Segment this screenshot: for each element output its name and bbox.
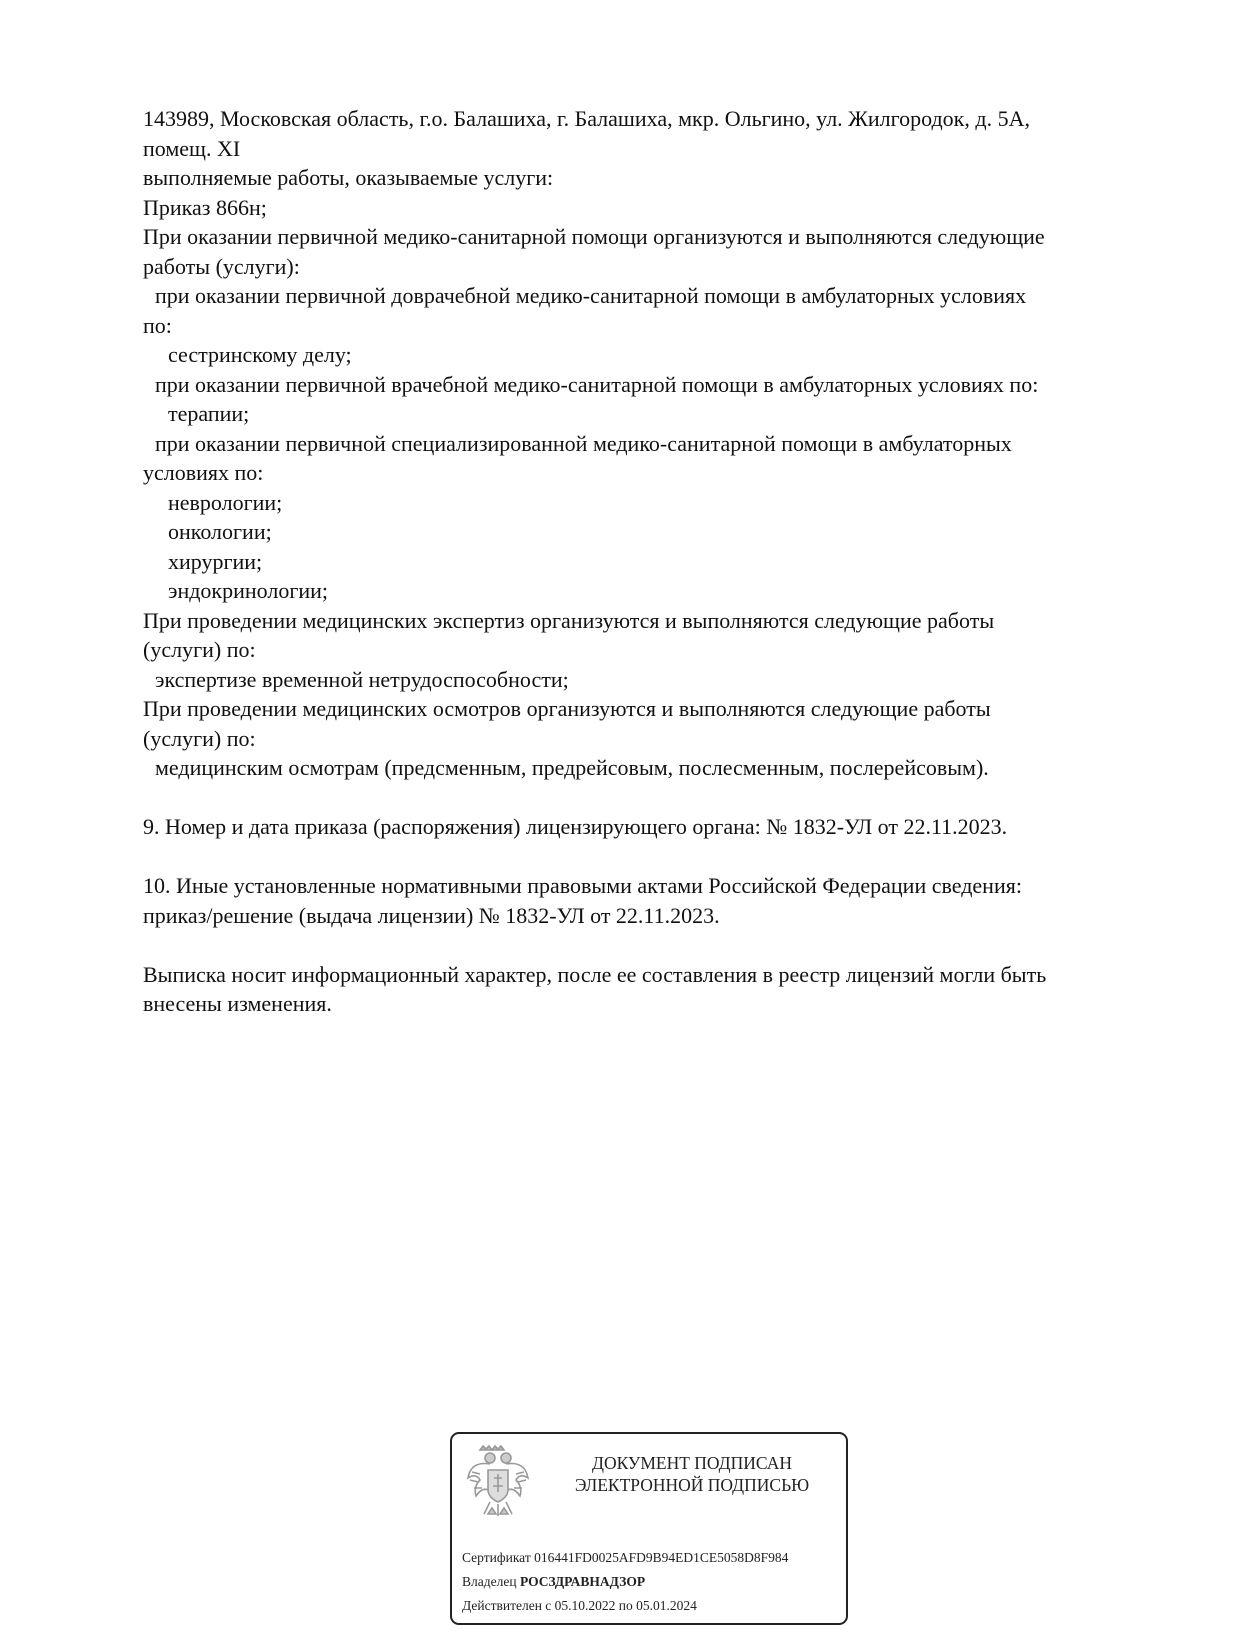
certificate-value: 016441FD0025AFD9B94ED1CE5058D8F984 (534, 1550, 789, 1565)
document-blank-line (143, 930, 1153, 960)
document-body (143, 104, 1153, 1019)
document-line: При проведении медицинских экспертиз организуются и выполняются следующие работы (143, 607, 995, 633)
document-line: При проведении медицинских осмотров организуются и выполняются следующие работы (143, 696, 991, 721)
stamp-details (462, 1546, 788, 1618)
electronic-signature-stamp (450, 1432, 848, 1625)
document-line: приказ/решение (выдача лицензии) № 1832-УЛ от 22.11.2023. (143, 902, 720, 928)
document-line: помещ. XI (143, 135, 241, 161)
document-line: эндокринологии; (168, 578, 329, 603)
document-line: хирургии; (168, 548, 263, 574)
document-line: 143989, Московская область, г.о. Балашиха, г. Балашиха, мкр. Ольгино, ул. Жилгородок, д. 5А, (143, 106, 1030, 131)
document-line: выполняемые работы, оказываемые услуги: (143, 165, 554, 190)
document-line: медицинским осмотрам (предсменным, предрейсовым, послесменным, послерейсовым). (155, 755, 989, 780)
document-line: 10. Иные установленные нормативными правовыми актами Российской Федерации сведения: (143, 873, 1022, 898)
certificate-line (462, 1546, 788, 1570)
coat-of-arms-icon (466, 1444, 530, 1520)
document-line: при оказании первичной врачебной медико-санитарной помощи в амбулаторных условиях по: (155, 371, 1039, 397)
owner-line (462, 1570, 788, 1594)
document-line: Выписка носит информационный характер, после ее составления в реестр лицензий могли быть (143, 961, 1047, 987)
stamp-title-line-2: ЭЛЕКТРОННОЙ ПОДПИСЬЮ (574, 1475, 810, 1495)
owner-label: Владелец (462, 1574, 517, 1589)
document-line: Приказ 866н; (143, 194, 267, 220)
document-line: при оказании первичной специализированной медико-санитарной помощи в амбулаторных (155, 430, 1012, 456)
document-line: 9. Номер и дата приказа (распоряжения) лицензирующего органа: № 1832-УЛ от 22.11.2023. (143, 814, 1008, 839)
stamp-title (542, 1452, 842, 1496)
certificate-label: Сертификат (462, 1550, 531, 1565)
validity-line: Действителен с 05.10.2022 по 05.01.2024 (462, 1598, 697, 1613)
document-line: сестринскому делу; (168, 342, 352, 367)
stamp-title-line-1: ДОКУМЕНТ ПОДПИСАН (592, 1453, 792, 1473)
document-line: работы (услуги): (143, 253, 300, 279)
document-line: онкологии; (168, 519, 272, 544)
document-line: по: (143, 312, 172, 338)
document-line: условиях по: (143, 460, 264, 485)
document-blank-line (143, 783, 1153, 813)
document-line: внесены изменения. (143, 991, 332, 1016)
document-line: (услуги) по: (143, 725, 256, 751)
document-line: терапии; (168, 401, 250, 426)
document-line: экспертизе временной нетрудоспособности; (155, 666, 569, 692)
document-line: неврологии; (168, 489, 283, 515)
document-blank-line (143, 842, 1153, 872)
document-line: при оказании первичной доврачебной медико-санитарной помощи в амбулаторных условиях (155, 283, 1027, 308)
owner-value: РОСЗДРАВНАДЗОР (519, 1574, 646, 1589)
document-line: (услуги) по: (143, 637, 256, 662)
document-line: При оказании первичной медико-санитарной помощи организуются и выполняются следующие (143, 224, 1045, 249)
